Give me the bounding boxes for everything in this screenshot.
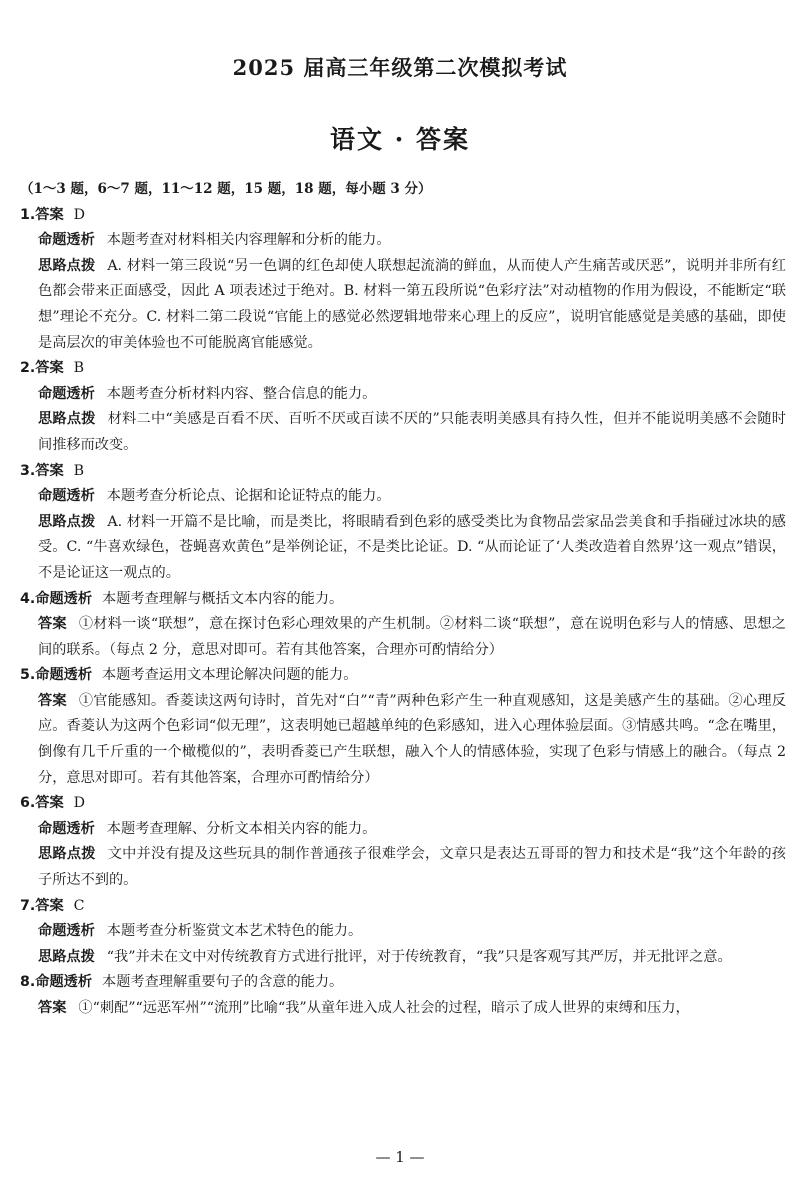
question-number: 5.	[20, 667, 36, 684]
answer-value: B	[73, 462, 85, 479]
hint-block	[20, 945, 786, 971]
question-number: 1.	[20, 206, 36, 223]
question-number: 3.	[20, 462, 36, 479]
analysis-label: 命题透析	[38, 820, 95, 837]
analysis-line	[20, 382, 786, 408]
question-number: 6.	[20, 795, 36, 812]
scoring-note: （1～3 题，6～7 题，11～12 题，15 题，18 题，每小题 3 分）	[20, 181, 432, 197]
question-3	[20, 459, 786, 587]
hint-label: 思路点拨	[38, 948, 95, 965]
document-subtitle: 语文 · 答案	[329, 125, 471, 154]
answer-text: ①材料一谈“联想”，意在探讨色彩心理效果的产生机制。②材料二谈“联想”，意在说明色彩与人的情感、思想之间的联系。（每点 2 分，意思对即可。若有其他答案，合理亦可酌情给分）	[38, 616, 786, 658]
analysis-label: 命题透析	[38, 923, 95, 940]
hint-label: 思路点拨	[38, 846, 96, 863]
answer-value: D	[73, 795, 86, 812]
answer-label: 答案	[35, 206, 64, 223]
question-7	[20, 894, 786, 971]
analysis-text: 本题考查运用文本理论解决问题的能力。	[102, 667, 358, 684]
question-5	[20, 663, 786, 791]
hint-text: 文中并没有提及这些玩具的制作普通孩子很难学会，文章只是表达五哥哥的智力和技术是“我”这个年龄的孩子所达不到的。	[38, 846, 786, 889]
question-number: 7.	[20, 897, 36, 914]
analysis-label: 命题透析	[35, 667, 93, 684]
analysis-text: 本题考查分析材料内容、整合信息的能力。	[106, 385, 377, 402]
analysis-line	[20, 817, 786, 843]
analysis-label: 命题透析	[35, 974, 93, 991]
question-6	[20, 791, 786, 893]
answer-block	[20, 996, 786, 1022]
page-number: — 1 —	[375, 1148, 425, 1166]
answer-value: D	[73, 206, 86, 223]
analysis-label: 命题透析	[38, 488, 95, 505]
answer-text: ①“刺配”“远恶军州”“流刑”比喻“我”从童年进入成人社会的过程，暗示了成人世界的束缚和压力，	[78, 1000, 690, 1016]
answer-block	[20, 689, 786, 791]
analysis-text: 本题考查理解与概括文本内容的能力。	[102, 590, 344, 607]
analysis-line	[20, 228, 786, 254]
analysis-label: 命题透析	[35, 590, 93, 607]
analysis-text: 本题考查对材料相关内容理解和分析的能力。	[106, 232, 391, 249]
answer-label: 答案	[35, 897, 64, 914]
question-2	[20, 356, 786, 458]
hint-block	[20, 407, 786, 458]
question-4	[20, 587, 786, 664]
question-1	[20, 203, 786, 357]
answer-value: B	[73, 360, 85, 377]
hint-text: A. 材料一第三段说“另一色调的红色却使人联想起流淌的鲜血，从而使人产生痛苦或厌恶”，说明并非所有红色都会带来正面感受，因此 A 项表述过于绝对。B. 材料一第五段所说“色彩疗法”对动植物的作用为假设，不能断定“联想”理论不充分。C. 材料二第二段说“官能上的感觉必然逻辑地带来心理上的反应”，说明官能感觉是美感的基础，即使是高层次的审美体验也不可能脱离官能感觉。	[38, 257, 786, 351]
answer-label: 答案	[35, 795, 64, 812]
answer-label: 答案	[38, 692, 67, 709]
answer-label: 答案	[35, 360, 64, 377]
analysis-label: 命题透析	[38, 232, 95, 249]
answer-content	[20, 177, 786, 1022]
hint-label: 思路点拨	[38, 411, 96, 428]
question-number: 8.	[20, 974, 36, 991]
answer-label: 答案	[38, 1000, 67, 1016]
hint-label: 思路点拨	[38, 257, 96, 274]
analysis-label: 命题透析	[38, 385, 95, 402]
analysis-line	[20, 919, 786, 945]
hint-block	[20, 842, 786, 893]
answer-label: 答案	[38, 616, 67, 633]
answer-text: ①官能感知。香菱读这两句诗时，首先对“白”“青”两种色彩产生一种直观感知，这是美感产生的基础。②心理反应。香菱认为这两个色彩词“似无理”，这表明她已超越单纯的色彩感知，进入心理体验层面。③情感共鸣。“念在嘴里，倒像有几千斤重的一个橄榄似的”，表明香菱已产生联想，融入个人的情感体验，实现了色彩与情感上的融合。（每点 2 分，意思对即可。若有其他答案，合理亦可酌情给分）	[38, 692, 786, 786]
document-title: 2025 届高三年级第二次模拟考试	[232, 55, 568, 80]
question-8	[20, 970, 786, 1021]
analysis-text: 本题考查分析鉴赏文本艺术特色的能力。	[106, 923, 363, 940]
question-number: 4.	[20, 590, 36, 607]
question-number: 2.	[20, 360, 36, 377]
hint-block	[20, 510, 786, 587]
analysis-line	[20, 484, 786, 510]
answer-label: 答案	[35, 462, 64, 479]
analysis-text: 本题考查理解、分析文本相关内容的能力。	[106, 820, 377, 837]
analysis-text: 本题考查理解重要句子的含意的能力。	[102, 974, 344, 991]
hint-text: “我”并未在文中对传统教育方式进行批评，对于传统教育，“我”只是客观写其严厉，并无批评之意。	[106, 948, 732, 965]
hint-text: A. 材料一开篇不是比喻，而是类比，将眼睛看到色彩的感受类比为食物品尝家品尝美食和手指碰过冰块的感受。C. “牛喜欢绿色，苍蝇喜欢黄色”是举例论证，不是类比论证。D. “从而论证了‘人类改造着自然界’这一观点”错误，不是论证这一观点的。	[38, 513, 786, 581]
hint-text: 材料二中“美感是百看不厌、百听不厌或百读不厌的”只能表明美感具有持久性，但并不能说明美感不会随时间推移而改变。	[38, 411, 786, 453]
analysis-text: 本题考查分析论点、论据和论证特点的能力。	[106, 488, 391, 505]
hint-block	[20, 254, 786, 356]
hint-label: 思路点拨	[38, 513, 96, 530]
answer-block	[20, 612, 786, 663]
answer-value: C	[73, 897, 85, 914]
